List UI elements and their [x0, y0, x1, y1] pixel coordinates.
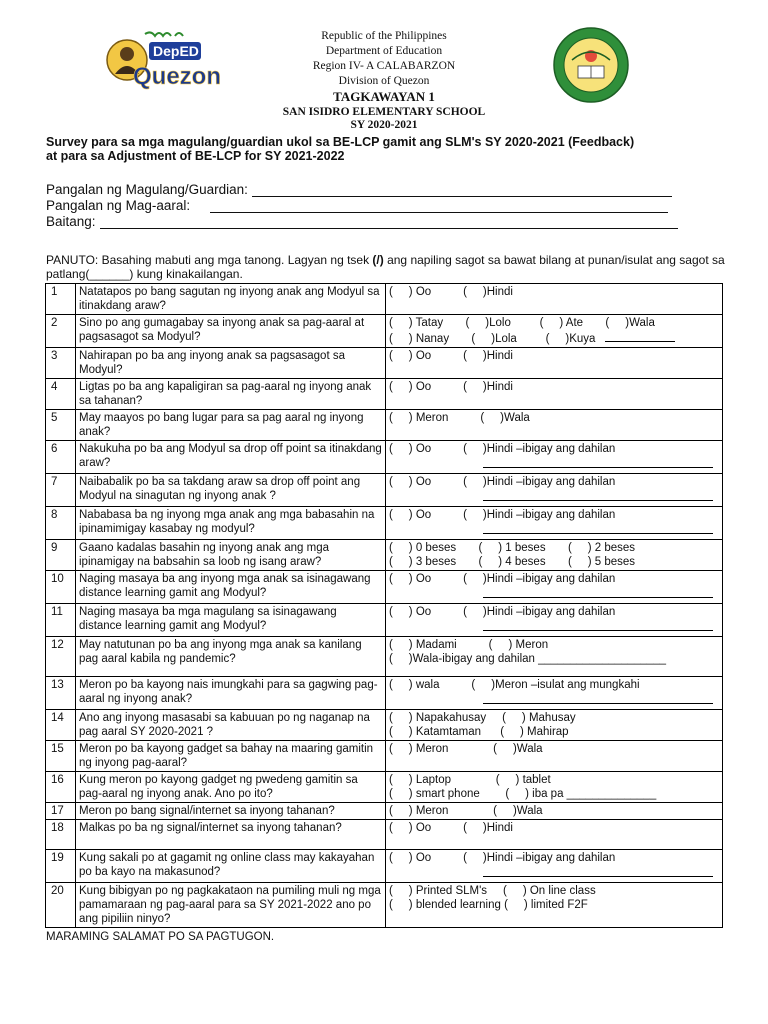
header-division: Division of Quezon — [338, 75, 430, 87]
answer-option-line[interactable] — [389, 711, 719, 725]
answer-options[interactable] — [386, 803, 723, 820]
question-number: 14 — [46, 710, 76, 741]
question-text: Natatapos po bang sagutan ng inyong anak ang Modyul sa itinakdang araw? — [76, 284, 386, 315]
question-row — [46, 883, 723, 928]
question-number: 17 — [46, 803, 76, 820]
question-number: 19 — [46, 850, 76, 883]
answer-option-line[interactable] — [389, 380, 719, 394]
answer-option-text: ( )Wala-ibigay ang dahilan ____________________ — [389, 653, 667, 665]
question-text: Ligtas po ba ang kapaligiran sa pag-aaral ng inyong anak sa tahanan? — [76, 379, 386, 410]
answer-blank-line[interactable] — [605, 330, 675, 342]
logo-quezon-text: Quezon — [133, 63, 221, 90]
header-district: TAGKAWAYAN 1 — [333, 89, 435, 104]
answer-option-text: ( ) Oo ( )Hindi — [389, 286, 513, 298]
answer-option-line[interactable] — [389, 605, 719, 619]
answer-option-text: ( ) Meron ( )Wala — [389, 805, 543, 817]
answer-options[interactable] — [386, 348, 723, 379]
answer-option-line[interactable] — [389, 773, 719, 787]
question-row — [46, 741, 723, 772]
answer-blank-line[interactable] — [483, 619, 713, 631]
question-row — [46, 284, 723, 315]
answer-option-text: ( ) Oo ( )Hindi –ibigay ang dahilan — [389, 509, 616, 521]
question-text: Kung bibigyan po ng pagkakataon na pumiling muli ng mga pamamaraan ng pag-aaral para sa SY 2021-2022 ano po ang pipiliin ninyo? — [76, 883, 386, 928]
answer-option-text: ( ) Meron ( )Wala — [389, 412, 530, 424]
question-row — [46, 604, 723, 637]
answer-option-text: ( ) Oo ( )Hindi — [389, 381, 513, 393]
answer-option-line[interactable] — [389, 572, 719, 586]
answer-options[interactable] — [386, 850, 723, 883]
question-row — [46, 474, 723, 507]
instructions-mark: (/) — [372, 253, 384, 267]
parent-name-label: Pangalan ng Magulang/Guardian: — [46, 182, 248, 197]
question-text: May maayos po bang lugar para sa pag aaral ng inyong anak? — [76, 410, 386, 441]
question-text: Gaano kadalas basahin ng inyong anak ang mga ipinamigay na babsahin sa loob ng isang araw? — [76, 540, 386, 571]
question-row — [46, 441, 723, 474]
answer-option-text: ( ) Laptop ( ) tablet — [389, 774, 551, 786]
answer-options[interactable] — [386, 441, 723, 474]
answer-option-line[interactable] — [389, 316, 719, 330]
answer-option-text: ( ) wala ( )Meron –isulat ang mungkahi — [389, 679, 640, 691]
question-number: 5 — [46, 410, 76, 441]
grade-label: Baitang: — [46, 214, 96, 229]
grade-line[interactable] — [100, 215, 678, 229]
answer-option-line[interactable] — [389, 442, 719, 456]
answer-option-text: ( ) Oo ( )Hindi –ibigay ang dahilan — [389, 852, 616, 864]
answer-option-line[interactable] — [389, 330, 719, 346]
answer-blank-line[interactable] — [483, 586, 713, 598]
question-text: Ano ang inyong masasabi sa kabuuan po ng naganap na pag aaral SY 2020-2021 ? — [76, 710, 386, 741]
survey-title — [46, 135, 726, 163]
answer-option-line[interactable] — [389, 475, 719, 489]
answer-blank-line[interactable] — [483, 865, 713, 877]
answer-option-line[interactable] — [389, 742, 719, 756]
survey-title-line1: Survey para sa mga magulang/guardian ukol sa BE-LCP gamit ang SLM's SY 2020-2021 (Feedback) — [46, 135, 635, 149]
answer-option-text: ( ) Napakahusay ( ) Mahusay — [389, 712, 576, 724]
answer-options[interactable] — [386, 772, 723, 803]
answer-option-line[interactable] — [389, 898, 719, 912]
answer-option-line[interactable] — [389, 652, 719, 666]
header-department: Department of Education — [325, 45, 443, 57]
question-text: Naging masaya ba mga magulang sa isinagawang distance learning gamit ang Modyul? — [76, 604, 386, 637]
question-text: Meron po bang signal/internet sa inyong tahanan? — [76, 803, 386, 820]
question-row — [46, 410, 723, 441]
student-name-label: Pangalan ng Mag-aaral: — [46, 198, 191, 213]
answer-option-line[interactable] — [389, 411, 719, 425]
answer-option-text: ( ) smart phone ( ) iba pa ______________ — [389, 788, 657, 800]
question-text: Kung sakali po at gagamit ng online class may kakayahan po ba kayo na makasunod? — [76, 850, 386, 883]
header-school: SAN ISIDRO ELEMENTARY SCHOOL — [282, 106, 486, 118]
question-number: 3 — [46, 348, 76, 379]
question-text: Nababasa ba ng inyong mga anak ang mga babasahin na ipinamimigay kasabay ng modyul? — [76, 507, 386, 540]
answer-option-line[interactable] — [389, 555, 719, 569]
seal-ring-text: SAN ISIDRO ELEMENTARY SCHOOL TAGKAWAYAN QUEZON — [552, 22, 696, 28]
question-text: May natutunan po ba ang inyong mga anak sa kanilang pag aaral kabila ng pandemic? — [76, 637, 386, 677]
answer-option-line[interactable] — [389, 804, 719, 818]
answer-option-line[interactable] — [389, 349, 719, 363]
question-row — [46, 677, 723, 710]
question-number: 7 — [46, 474, 76, 507]
survey-title-line2: at para sa Adjustment of BE-LCP for SY 2021-2022 — [46, 149, 345, 163]
footer-thanks: MARAMING SALAMAT PO SA PAGTUGON. — [46, 931, 275, 943]
answer-option-text: ( ) 3 beses ( ) 4 beses ( ) 5 beses — [389, 556, 636, 568]
answer-option-line[interactable] — [389, 638, 719, 652]
answer-blank-line[interactable] — [483, 456, 713, 468]
question-number: 8 — [46, 507, 76, 540]
answer-option-text: ( ) blended learning ( ) limited F2F — [389, 899, 588, 911]
answer-options[interactable] — [386, 507, 723, 540]
question-text: Nakukuha po ba ang Modyul sa drop off point sa itinakdang araw? — [76, 441, 386, 474]
question-number: 11 — [46, 604, 76, 637]
question-text: Sino po ang gumagabay sa inyong anak sa pag-aaral at pagsasagot sa Modyul? — [76, 315, 386, 348]
question-number: 13 — [46, 677, 76, 710]
answer-options[interactable] — [386, 710, 723, 741]
answer-option-text: ( ) Madami ( ) Meron — [389, 639, 549, 651]
question-row — [46, 315, 723, 348]
answer-options[interactable] — [386, 315, 723, 348]
answer-option-text: ( ) Nanay ( )Lola ( )Kuya — [389, 333, 596, 345]
question-row — [46, 772, 723, 803]
question-row — [46, 803, 723, 820]
answer-option-text: ( ) Oo ( )Hindi –ibigay ang dahilan — [389, 443, 616, 455]
answer-option-text: ( ) Tatay ( )Lolo ( ) Ate ( )Wala — [389, 317, 655, 329]
header-region: Region IV- A CALABARZON — [312, 60, 456, 72]
answer-options[interactable] — [386, 883, 723, 928]
question-number: 10 — [46, 571, 76, 604]
instructions-text-2: ang napiling sagot sa bawat bilang at punan/isulat ang sagot sa patlang(______) kung kinakailangan. — [46, 253, 725, 281]
question-number: 1 — [46, 284, 76, 315]
instructions-text-1: PANUTO: Basahing mabuti ang mga tanong. Lagyan ng tsek — [46, 253, 373, 267]
question-text: Naging masaya ba ang inyong mga anak sa isinagawang distance learning gamit ang Modyul? — [76, 571, 386, 604]
answer-option-line[interactable] — [389, 285, 719, 299]
answer-options[interactable] — [386, 637, 723, 677]
instructions — [46, 253, 736, 281]
answer-option-text: ( ) Meron ( )Wala — [389, 743, 543, 755]
answer-option-line[interactable] — [389, 725, 719, 739]
question-text: Nahirapan po ba ang inyong anak sa pagsasagot sa Modyul? — [76, 348, 386, 379]
grade-field[interactable] — [46, 212, 678, 229]
answer-options[interactable] — [386, 741, 723, 772]
answer-options[interactable] — [386, 379, 723, 410]
parent-name-field[interactable] — [46, 180, 672, 197]
answer-options[interactable] — [386, 604, 723, 637]
question-text: Malkas po ba ng signal/internet sa inyong tahanan? — [76, 820, 386, 850]
header-republic: Republic of the Philippines — [321, 30, 447, 42]
question-text: Meron po ba kayong nais imungkahi para sa gagwing pag- aaral ng inyong anak? — [76, 677, 386, 710]
answer-option-line[interactable] — [389, 851, 719, 865]
question-row — [46, 540, 723, 571]
answer-option-line[interactable] — [389, 821, 719, 835]
answer-option-line[interactable] — [389, 787, 719, 801]
question-number: 6 — [46, 441, 76, 474]
question-text: Naibabalik po ba sa takdang araw sa drop off point ang Modyul na sinagutan ng inyong anak ? — [76, 474, 386, 507]
questions-table — [45, 283, 723, 928]
question-row — [46, 850, 723, 883]
answer-option-text: ( ) Oo ( )Hindi — [389, 822, 513, 834]
question-number: 12 — [46, 637, 76, 677]
answer-option-line[interactable] — [389, 541, 719, 555]
question-number: 18 — [46, 820, 76, 850]
question-row — [46, 637, 723, 677]
answer-option-text: ( ) Oo ( )Hindi — [389, 350, 513, 362]
answer-option-text: ( ) Oo ( )Hindi –ibigay ang dahilan — [389, 606, 616, 618]
answer-options[interactable] — [386, 474, 723, 507]
answer-options[interactable] — [386, 571, 723, 604]
question-number: 4 — [46, 379, 76, 410]
student-name-field[interactable] — [46, 196, 668, 213]
question-row — [46, 820, 723, 850]
question-text: Kung meron po kayong gadget ng pwedeng gamitin sa pag-aaral ng inyong anak. Ano po ito? — [76, 772, 386, 803]
answer-blank-line[interactable] — [483, 692, 713, 704]
question-number: 20 — [46, 883, 76, 928]
question-text: Meron po ba kayong gadget sa bahay na maaring gamitin ng inyong pag-aaral? — [76, 741, 386, 772]
header-school-year: SY 2020-2021 — [350, 119, 418, 131]
parent-name-line[interactable] — [252, 183, 672, 197]
answer-option-line[interactable] — [389, 508, 719, 522]
logo-deped-text: DepED — [153, 43, 199, 59]
answer-option-text: ( ) 0 beses ( ) 1 beses ( ) 2 beses — [389, 542, 636, 554]
question-number: 2 — [46, 315, 76, 348]
answer-option-text: ( ) Katamtaman ( ) Mahirap — [389, 726, 569, 738]
answer-option-text: ( ) Oo ( )Hindi –ibigay ang dahilan — [389, 573, 616, 585]
question-row — [46, 379, 723, 410]
question-number: 15 — [46, 741, 76, 772]
answer-options[interactable] — [386, 677, 723, 710]
answer-blank-line[interactable] — [483, 489, 713, 501]
answer-options[interactable] — [386, 540, 723, 571]
question-number: 9 — [46, 540, 76, 571]
question-row — [46, 710, 723, 741]
question-number: 16 — [46, 772, 76, 803]
question-row — [46, 571, 723, 604]
student-name-line[interactable] — [210, 199, 668, 213]
answer-options[interactable] — [386, 284, 723, 315]
answer-option-line[interactable] — [389, 678, 719, 692]
answer-option-line[interactable] — [389, 884, 719, 898]
answer-options[interactable] — [386, 410, 723, 441]
question-row — [46, 507, 723, 540]
answer-options[interactable] — [386, 820, 723, 850]
answer-option-text: ( ) Printed SLM's ( ) On line class — [389, 885, 596, 897]
question-row — [46, 348, 723, 379]
answer-option-text: ( ) Oo ( )Hindi –ibigay ang dahilan — [389, 476, 616, 488]
answer-blank-line[interactable] — [483, 522, 713, 534]
